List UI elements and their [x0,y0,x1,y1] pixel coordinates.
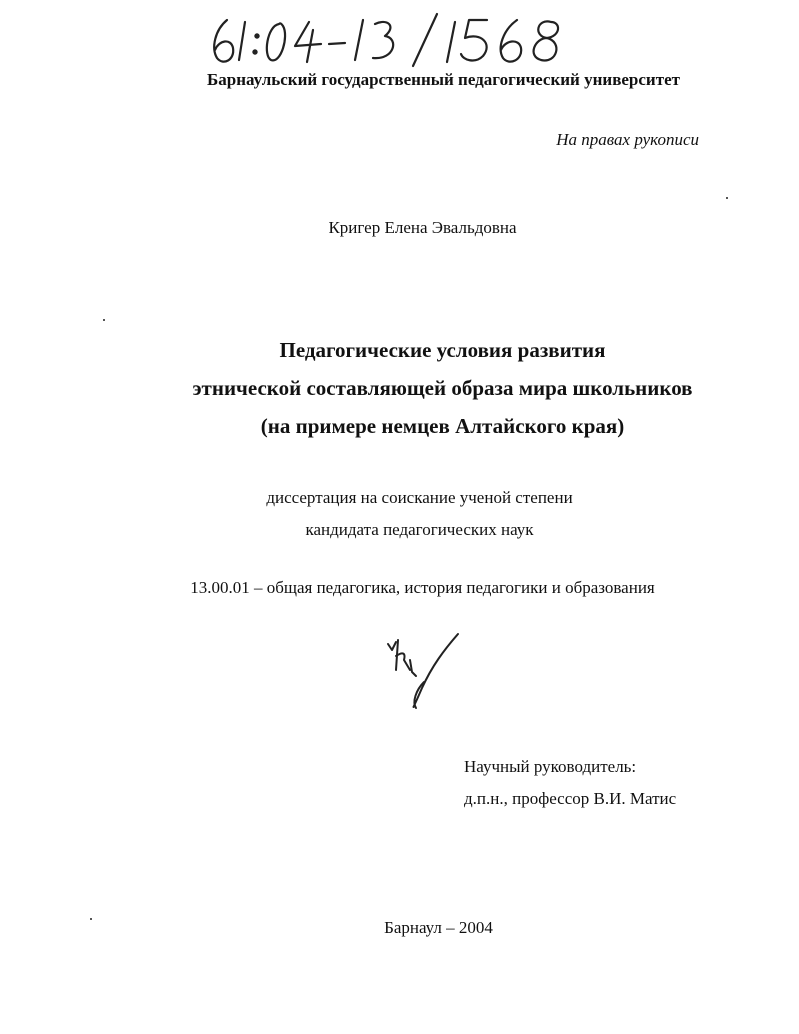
city-year: Барнаул – 2004 [384,918,493,937]
title-line-3: (на примере немцев Алтайского края) [260,414,625,438]
rights-note: На правах рукописи [556,130,699,149]
title-line-1: Педагогические условия развития [279,338,606,362]
advisor-label: Научный руководитель: [464,757,637,776]
advisor-name: д.п.н., профессор В.И. Матис [464,789,677,808]
scan-speck [103,319,105,321]
archive-number-handwritten [205,8,575,70]
scan-speck [90,918,92,920]
university-name: Барнаульский государственный педагогический университет [207,70,680,89]
specialty-code: 13.00.01 – общая педагогика, история педагогики и образования [190,578,655,597]
author-name: Кригер Елена Эвальдовна [328,218,517,237]
signature-initials [382,630,466,714]
degree-line-2: кандидата педагогических наук [305,520,534,539]
degree-line-1: диссертация на соискание ученой степени [266,488,573,507]
scan-speck [726,197,728,199]
title-line-2: этнической составляющей образа мира школьников [192,376,693,400]
